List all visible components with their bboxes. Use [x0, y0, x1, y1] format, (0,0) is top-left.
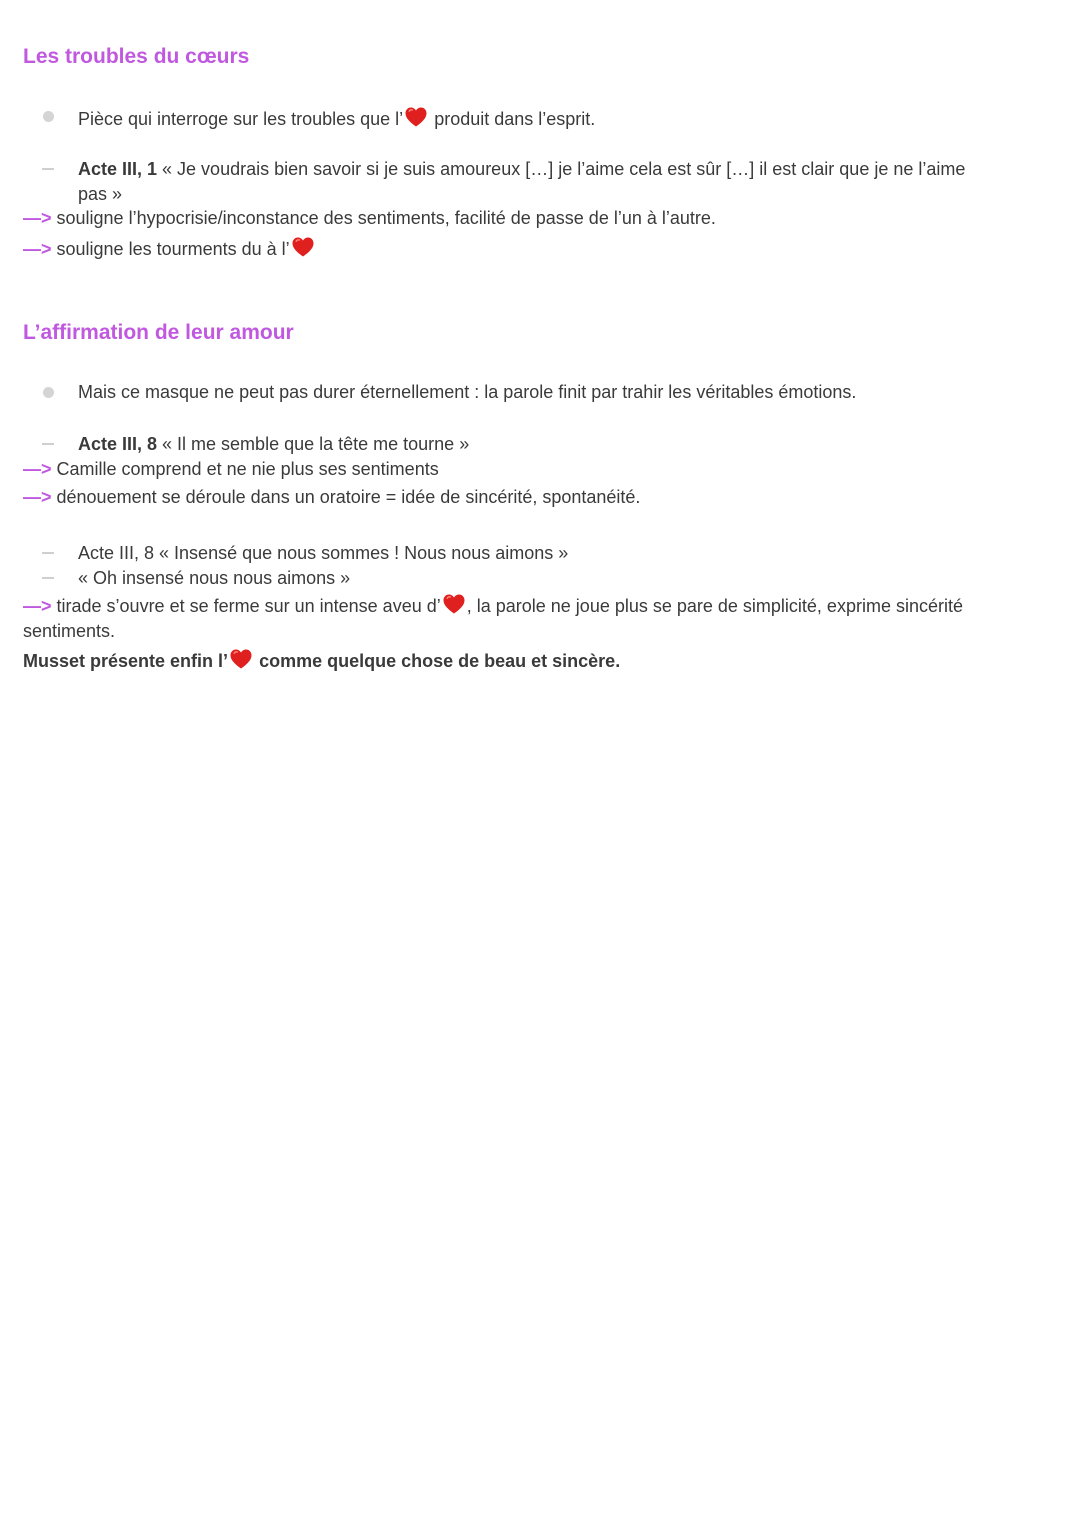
arrow-note: —> souligne l’hypocrisie/inconstance des sentiments, facilité de passe de l’un à l’autre. [23, 208, 716, 228]
dash-marker [42, 443, 54, 445]
heart-icon [229, 647, 253, 671]
heart-icon [291, 235, 315, 259]
quote-line: Acte III, 1 « Je voudrais bien savoir si je suis amoureux […] je l’aime cela est sûr […] il est clair que je ne l’aime [78, 159, 966, 179]
arrow-note: —> dénouement se déroule dans un oratoire = idée de sincérité, spontanéité. [23, 487, 641, 507]
heart-icon [404, 105, 428, 129]
bullet-text: Mais ce masque ne peut pas durer éternellement : la parole finit par trahir les véritables émotions. [78, 382, 857, 402]
arrow-marker: —> [23, 239, 52, 259]
arrow-note: —> souligne les tourments du à l’ [23, 235, 1040, 261]
arrow-note: —> tirade s’ouvre et se ferme sur un intense aveu d’ , la parole ne joue plus se pare de simplicité, exprime sincérité [23, 592, 1040, 618]
arrow-marker: —> [23, 596, 52, 616]
quote-line: Acte III, 8 « Il me semble que la tête me tourne » [78, 434, 470, 454]
quote-line: Acte III, 8 « Insensé que nous sommes ! Nous nous aimons » [78, 543, 569, 563]
bullet-text: Pièce qui interroge sur les troubles que l’ produit dans l’esprit. [78, 105, 1040, 131]
arrow-marker: —> [23, 459, 52, 479]
arrow-note-continuation: sentiments. [23, 621, 116, 641]
arrow-marker: —> [23, 487, 52, 507]
section-heading-troubles: Les troubles du cœurs [23, 45, 250, 68]
dash-marker [42, 552, 54, 554]
quote-line: « Oh insensé nous nous aimons » [78, 568, 351, 588]
dash-marker [42, 168, 54, 170]
arrow-note: —> Camille comprend et ne nie plus ses sentiments [23, 459, 439, 479]
dash-marker [42, 577, 54, 579]
section-heading-affirmation: L’affirmation de leur amour [23, 321, 294, 344]
conclusion: Musset présente enfin l’ comme quelque chose de beau et sincère. [23, 647, 1040, 673]
heart-icon [442, 592, 466, 616]
quote-continuation: pas » [78, 184, 123, 204]
arrow-marker: —> [23, 208, 52, 228]
bullet-dot [43, 111, 54, 122]
bullet-dot [43, 387, 54, 398]
